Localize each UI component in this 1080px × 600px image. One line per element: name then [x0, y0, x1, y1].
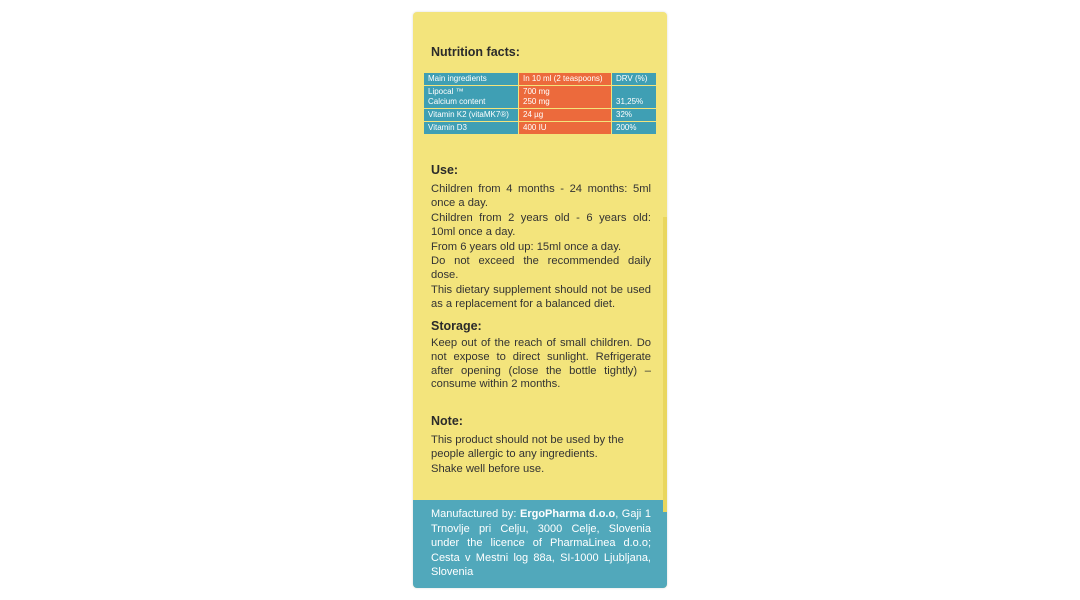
header-amount: In 10 ml (2 teaspoons) — [519, 73, 612, 86]
ingredient-name: Lipocal ™ — [428, 87, 464, 96]
use-line: Do not exceed the recommended daily dose. — [431, 255, 651, 282]
drv-cell: 200% — [612, 122, 657, 135]
manufacturer-text — [431, 507, 651, 580]
table-header-row — [424, 73, 657, 86]
nutrition-heading: Nutrition facts: — [431, 45, 520, 59]
manufacturer-company: ErgoPharma d.o.o — [519, 508, 616, 520]
use-line: This dietary supplement should not be used as a replacement for a balanced diet. — [431, 283, 651, 311]
manufacturer-band — [413, 500, 667, 588]
use-line: From 6 years old up: 15ml once a day. — [431, 240, 622, 253]
drv-cell: 31,25% — [612, 86, 657, 109]
table-row — [424, 122, 657, 135]
header-ingredients: Main ingredients — [424, 73, 519, 86]
drv-cell: 32% — [612, 109, 657, 122]
note-line: Shake well before use. — [431, 462, 545, 475]
amount-value: 700 mg — [523, 87, 550, 96]
storage-text: Keep out of the reach of small children. Do not expose to direct sunlight. Refrigerate after opening (close the bottle tightly) – consume within 2 months. — [431, 337, 651, 391]
nutrition-table — [423, 72, 657, 135]
amount-cell: 24 µg — [519, 109, 612, 122]
note-line: This product should not be used by the people allergic to any ingredients. — [431, 434, 624, 461]
product-box-back — [413, 12, 667, 588]
table-row — [424, 86, 657, 109]
ingredient-cell — [424, 86, 519, 109]
note-heading: Note: — [431, 414, 463, 428]
use-heading: Use: — [431, 163, 459, 177]
ingredient-cell: Vitamin K2 (vitaMK7®) — [424, 109, 519, 122]
ingredient-cell: Vitamin D3 — [424, 122, 519, 135]
header-drv: DRV (%) — [612, 73, 657, 86]
storage-heading: Storage: — [431, 319, 482, 333]
use-line: Children from 2 years old - 6 years old: 10ml once a day. — [431, 211, 651, 239]
amount-cell — [519, 86, 612, 109]
note-text — [431, 433, 651, 476]
manufacturer-address: , Gaji 1 Trnovlje pri Celju, 3000 Celje, Slovenia under the licence of PharmaLinea d.o.o; Cesta v Mestni log 88a, SI-1000 Ljubljana, Slovenia — [431, 508, 651, 578]
table-row — [424, 109, 657, 122]
amount-subvalue: 250 mg — [523, 97, 550, 106]
ingredient-subname: Calcium content — [428, 97, 486, 106]
amount-cell: 400 IU — [519, 122, 612, 135]
use-line: Children from 4 months - 24 months: 5ml once a day. — [431, 183, 651, 210]
use-instructions — [431, 182, 651, 312]
manufacturer-prefix: Manufactured by: — [431, 508, 520, 520]
